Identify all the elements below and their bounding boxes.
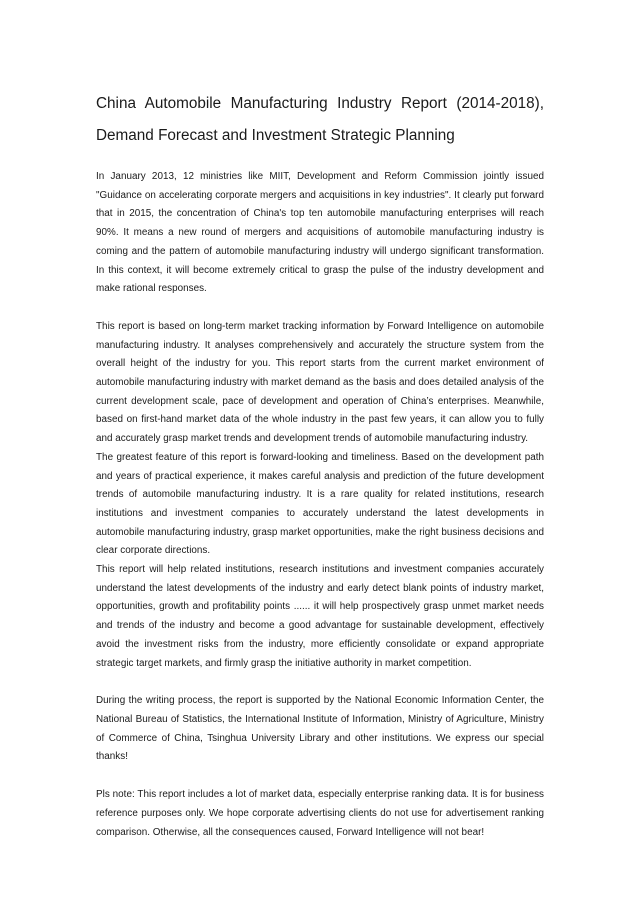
paragraph-feature: The greatest feature of this report is forward-looking and timeliness. Based on the development path and years of practical experience, it makes careful analysis and prediction of the future development trends of automobile manufacturing industry. It is a rare quality for related institutions, research institutions and investment companies to accurately understand the latest developments in automobile manufacturing industry, grasp market opportunities, make the right business decisions and clear corporate directions.: [96, 451, 544, 557]
paragraph-acknowledgements: During the writing process, the report is supported by the National Economic Information Center, the National Bureau of Statistics, the International Institute of Information, Ministry of Agriculture, Ministry of Commerce of China, Tsinghua University Library and other institutions. We express our special thanks!: [96, 695, 544, 763]
document-title: [96, 88, 544, 152]
title-line-1: China Automobile Manufacturing Industry Report (2014-2018),: [96, 95, 544, 112]
paragraph-intro: In January 2013, 12 ministries like MIIT, Development and Reform Commission jointly issued "Guidance on accelerating corporate mergers and acquisitions in key industries". It clearly put forward that in 2015, the concentration of China's top ten automobile manufacturing enterprises will reach 90%. It means a new round of mergers and acquisitions of automobile manufacturing industry is coming and the pattern of automobile manufacturing industry will undergo significant transformation. In this context, it will become extremely critical to grasp the pulse of the industry development and make rational responses.: [96, 171, 544, 295]
paragraph-gap: [96, 299, 544, 318]
paragraph-report-basis: This report is based on long-term market tracking information by Forward Intelligence on automobile manufacturing industry. It analyses comprehensively and accurately the structure system from the overall height of the industry for you. This report starts from the current market environment of automobile manufacturing industry with market demand as the basis and does detailed analysis of the current development scale, pace of development and operation of China’s enterprises. Meanwhile, based on first-hand market data of the whole industry in the past few years, it can allow you to fully and accurately grasp market trends and development trends of automobile manufacturing industry.: [96, 320, 544, 445]
document-page: [96, 88, 544, 842]
paragraph-gap: [96, 673, 544, 692]
paragraph-help: This report will help related institutions, research institutions and investment companies accurately understand the latest developments of the industry and early detect blank points of industry market, opportunities, growth and profitability points ...... it will help prospectively grasp unmet market needs and trends of the industry and become a good advantage for sustainable development, effectively avoid the investment risks from the industry, more efficiently consolidate or expand appropriate strategic target markets, and firmly grasp the initiative authority in market competition.: [96, 564, 544, 669]
paragraph-gap: [96, 767, 544, 786]
title-line-2: Demand Forecast and Investment Strategic Planning: [96, 127, 455, 144]
paragraph-note: Pls note: This report includes a lot of market data, especially enterprise ranking data. It is for business reference purposes only. We hope corporate advertising clients do not use for advertisement ranking comparison. Otherwise, all the consequences caused, Forward Intelligence will not bear!: [96, 789, 544, 838]
